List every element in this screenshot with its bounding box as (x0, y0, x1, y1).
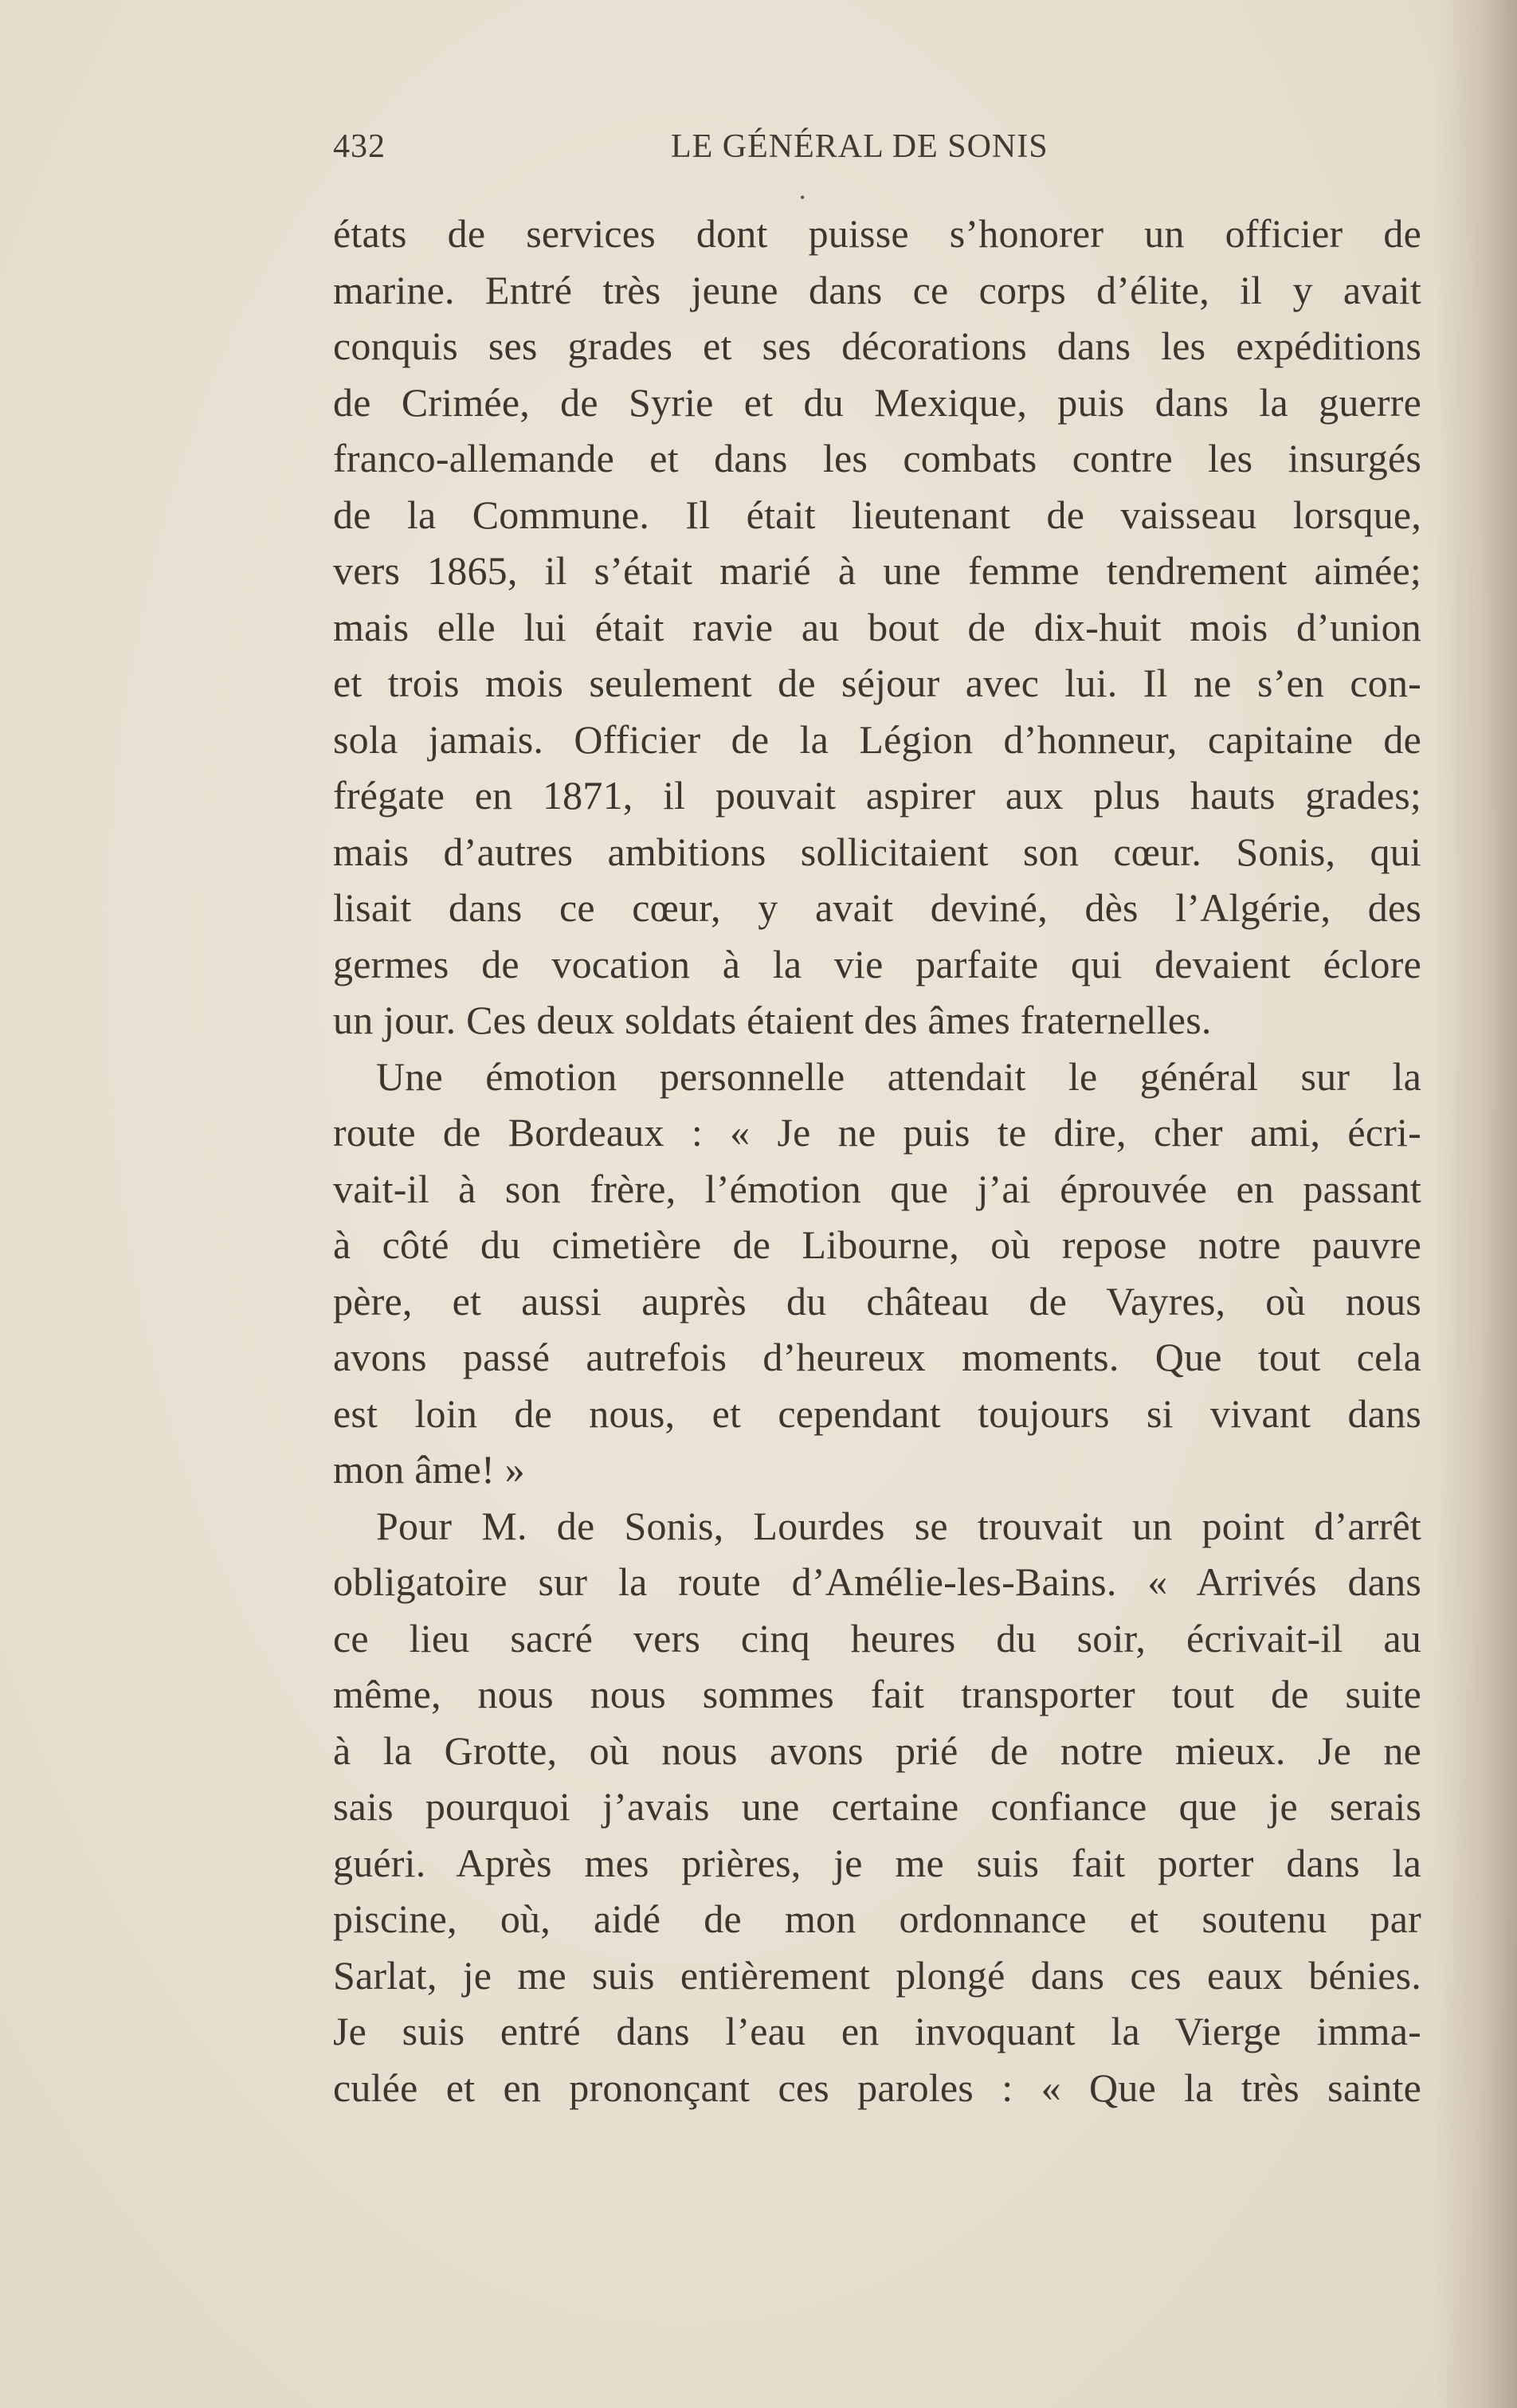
text-line: à côté du cimetière de Libourne, où repose notre pauvre (333, 1222, 1421, 1267)
text-line: mais d’autres ambitions sollicitaient son cœur. Sonis, qui (333, 829, 1421, 874)
text-line: frégate en 1871, il pouvait aspirer aux plus hauts grades; (333, 773, 1421, 818)
text-line: conquis ses grades et ses décorations dans les expéditions (333, 324, 1421, 368)
text-line: sais pourquoi j’avais une certaine confiance que je serais (333, 1784, 1421, 1829)
text-line: mon âme! » (333, 1447, 525, 1492)
text-line: états de services dont puisse s’honorer un officier de (333, 211, 1421, 256)
text-line: de la Commune. Il était lieutenant de vaisseau lorsque, (333, 492, 1421, 537)
text-line: route de Bordeaux : « Je ne puis te dire, cher ami, écri- (333, 1110, 1421, 1155)
text-line: de Crimée, de Syrie et du Mexique, puis dans la guerre (333, 379, 1421, 425)
text-line: Sarlat, je me suis entièrement plongé dans ces eaux bénies. (333, 1952, 1421, 1998)
text-line: germes de vocation à la vie parfaite qui devaient éclore (333, 941, 1421, 986)
page-number: 432 (333, 128, 386, 165)
text-line: mais elle lui était ravie au bout de dix-huit mois d’union (333, 604, 1421, 649)
running-title: LE GÉNÉRAL DE SONIS (671, 128, 1049, 165)
text-line: culée et en prononçant ces paroles : « Que la très sainte (333, 2065, 1421, 2110)
text-line: lisait dans ce cœur, y avait deviné, dès l’Algérie, des (333, 885, 1421, 930)
text-line: sola jamais. Officier de la Légion d’honneur, capitaine de (333, 716, 1421, 762)
text-line: un jour. Ces deux soldats étaient des âmes fraternelles. (333, 998, 1212, 1042)
text-line: vait-il à son frère, l’émotion que j’ai éprouvée en passant (333, 1166, 1421, 1211)
text-line: à la Grotte, où nous avons prié de notre mieux. Je ne (333, 1728, 1421, 1773)
text-line: Pour M. de Sonis, Lourdes se trouvait un point d’arrêt (376, 1503, 1421, 1548)
body-text (333, 206, 1421, 2116)
text-line: père, et aussi auprès du château de Vayres, où nous (333, 1278, 1421, 1324)
text-line: avons passé autrefois d’heureux moments. Que tout cela (333, 1335, 1421, 1379)
text-line: vers 1865, il s’était marié à une femme tendrement aimée; (333, 548, 1421, 593)
text-line: et trois mois seulement de séjour avec lui. Il ne s’en con- (333, 661, 1421, 705)
printer-mark: • (800, 190, 806, 206)
text-line: marine. Entré très jeune dans ce corps d’élite, il y avait (333, 267, 1421, 312)
page-header (333, 127, 1425, 178)
text-line: Une émotion personnelle attendait le général sur la (376, 1053, 1421, 1099)
text-line: même, nous nous sommes fait transporter tout de suite (333, 1672, 1421, 1716)
text-line: Je suis entré dans l’eau en invoquant la Vierge imma- (333, 2009, 1421, 2053)
text-line: obligatoire sur la route d’Amélie-les-Bains. « Arrivés dans (333, 1559, 1421, 1604)
text-line: franco-allemande et dans les combats contre les insurgés (333, 436, 1421, 480)
text-line: piscine, où, aidé de mon ordonnance et soutenu par (333, 1896, 1421, 1941)
text-line: guéri. Après mes prières, je me suis fait porter dans la (333, 1840, 1421, 1885)
text-line: est loin de nous, et cependant toujours si vivant dans (333, 1390, 1421, 1436)
text-line: ce lieu sacré vers cinq heures du soir, écrivait-il au (333, 1615, 1421, 1661)
